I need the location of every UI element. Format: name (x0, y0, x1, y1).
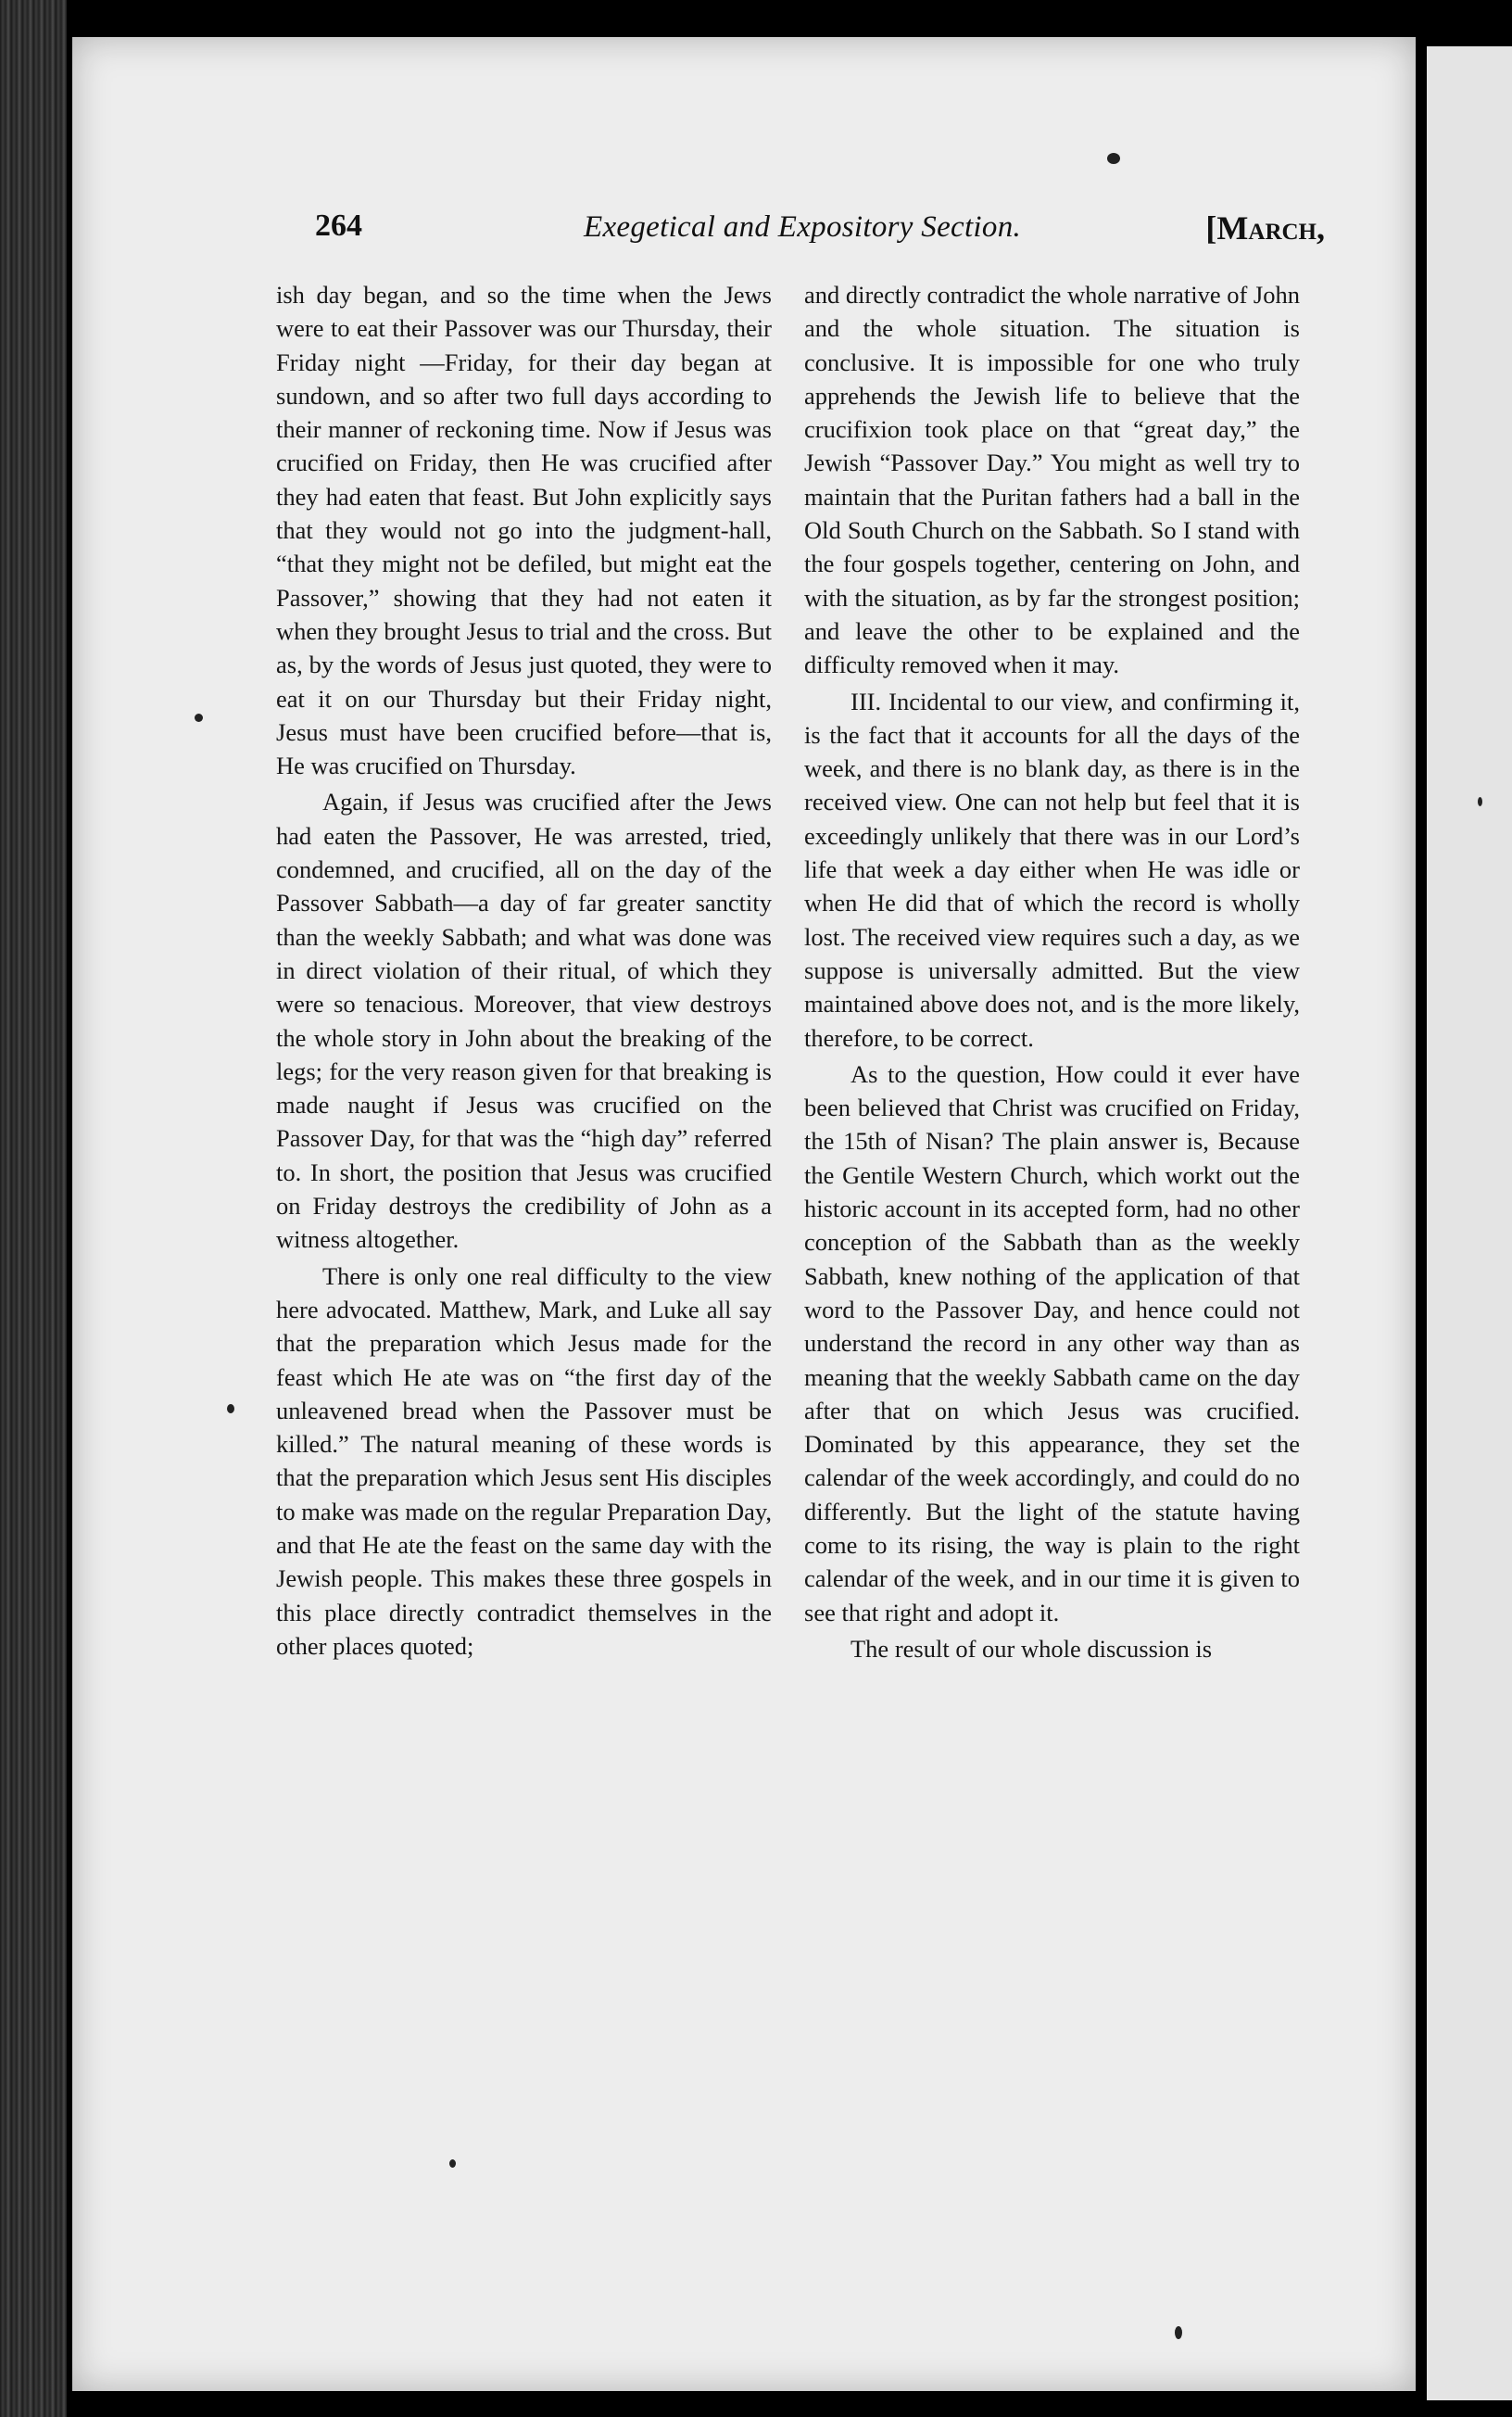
scan-speck (449, 2159, 456, 2168)
right-paragraph-3: As to the question, How could it ever have been believed that Christ was crucified on Friday, the 15th of Nisan? The plain answer is, Because the Gentile Western Church, which workt out the historic account in its accepted form, had no other conception of the Sabbath than as the weekly Sabbath, knew nothing of the application of that word to the Passover Day, and hence could not understand the record in any other way than as meaning that the weekly Sabbath came on the day after that on which Jesus was crucified. Dominated by this appearance, they set the calendar of the week accordingly, and could do no differently. But the light of the statute having come to its rising, the way is plain to the right calendar of the week, and in our time it is given to see that right and adopt it. (804, 1059, 1300, 1626)
scan-speck (1175, 2326, 1182, 2339)
right-paragraph-4: The result of our whole discussion is (850, 1634, 1213, 1663)
adjacent-page-edge (1427, 46, 1512, 2400)
left-paragraph-1: ish day began, and so the time when the Jews were to eat their Passover was our Thursday, their Friday night —Friday, for their day began at sundown, and so after two full days according to their manner of reckoning time. Now if Jesus was crucified on Friday, then He was crucified after they had eaten that feast. But John explicitly says that they would not go into the judgment-hall, “that they might not be defiled, but might eat the Passover,” showing that they had not eaten it when they brought Jesus to trial and the cross. But as, by the words of Jesus just quoted, they were to eat it on our Thursday but their Friday night, Jesus must have been crucified before—that is, He was crucified on Thursday. (276, 281, 772, 780)
page-header (315, 209, 1325, 264)
left-paragraph-3: There is only one real difficulty to the view here advocated. Matthew, Mark, and Luke all say that the preparation which Jesus made for the feast which He ate was on “the first day of the unleavened bread when the Passover must be killed.” The natural meaning of these words is that the preparation which Jesus sent His disciples to make was made on the regular Preparation Day, and that He ate the feast on the same day with the Jewish people. This makes these three gospels in this place directly contradict themselves in the other places quoted; (276, 1261, 772, 1660)
running-title: Exegetical and Expository Section. (584, 210, 1022, 244)
left-column (276, 278, 772, 1663)
left-paragraph-2: Again, if Jesus was crucified after the Jews had eaten the Passover, He was arrested, tried, condemned, and crucified, all on the day of the Passover Sabbath—a day of far greater sanctity than the weekly Sabbath; and what was done was in direct violation of their ritual, of which they were so tenacious. Moreover, that view destroys the whole story in John about the breaking of the legs; for the very reason given for that breaking is made naught if Jesus was crucified on the Passover Day, for that was the “high day” referred to. In short, the position that Jesus was crucified on Friday destroys the credibility of John as a witness altogether. (276, 788, 772, 1254)
scan-speck (195, 714, 203, 722)
scan-speck (1107, 153, 1120, 164)
right-column (804, 278, 1300, 1665)
right-paragraph-2: III. Incidental to our view, and confirming it, is the fact that it accounts for all the days of the week, and there is no blank day, as there is in the received view. One can not help but feel that it is exceedingly unlikely that there was in our Lord’s life that week a day either when He was idle or when He did that of which the record is wholly lost. The received view requires such a day, as we suppose is universally admitted. But the view maintained above does not, and is the more likely, therefore, to be correct. (804, 687, 1300, 1052)
scan-speck (227, 1404, 234, 1413)
book-spine-edge (0, 0, 67, 2417)
scan-speck (1478, 797, 1482, 806)
page-number: 264 (315, 209, 362, 243)
right-paragraph-1: and directly contradict the whole narrative of John and the whole situation. The situation is conclusive. It is impossible for one who truly apprehends the Jewish life to believe that the crucifixion took place on that “great day,” the Jewish “Passover Day.” You might as well try to maintain that the Puritan fathers had a ball in the Old South Church on the Sabbath. So I stand with the four gospels together, centering on John, and with the situation, as by far the strongest position; and leave the other to be explained and the difficulty removed when it may. (804, 281, 1300, 679)
header-month: [March, (1205, 209, 1325, 247)
